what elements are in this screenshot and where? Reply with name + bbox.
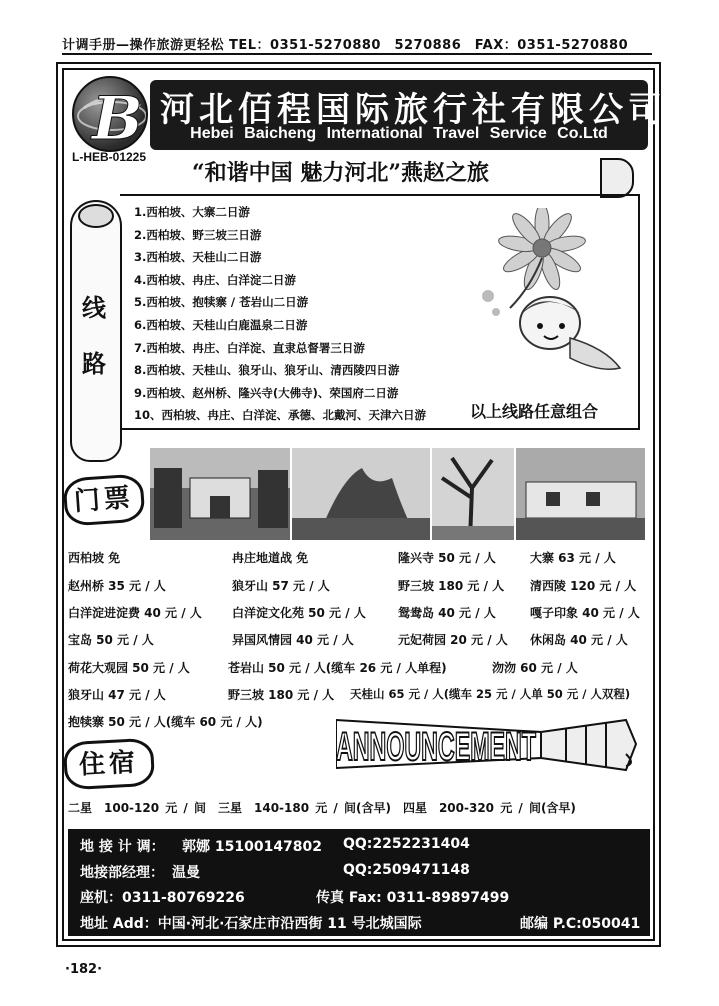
ticket-price: 西柏坡 免 <box>68 551 121 565</box>
fax-number: 传真 Fax: 0311-89897499 <box>316 890 510 906</box>
route-item: 7.西柏坡、冉庄、白洋淀、直隶总督署三日游 <box>134 340 365 355</box>
ticket-price: 白洋淀进淀费 40 元 / 人 <box>68 606 202 620</box>
route-item: 2.西柏坡、野三坡三日游 <box>134 227 262 242</box>
tickets-stamp-label: 门票 <box>73 482 135 518</box>
ticket-price: 白洋淀文化苑 50 元 / 人 <box>232 606 366 620</box>
ticket-price: 野三坡 180 元 / 人 <box>398 579 505 593</box>
ticket-price: 冉庄地道战 免 <box>232 551 309 565</box>
ticket-price: 赵州桥 35 元 / 人 <box>68 579 166 593</box>
ticket-price: 荷花大观园 50 元 / 人 <box>68 661 190 675</box>
company-name-en: Hebei Baicheng International Travel Service Co.Ltd <box>190 125 608 142</box>
ticket-price: 狼牙山 57 元 / 人 <box>232 579 330 593</box>
route-item: 6.西柏坡、天桂山白鹿温泉二日游 <box>134 317 308 332</box>
route-item: 10、西柏坡、冉庄、白洋淀、承德、北戴河、天津六日游 <box>134 408 427 423</box>
ticket-price: 苍岩山 50 元 / 人(缆车 26 元 / 人单程) <box>228 661 447 675</box>
phone-number: 座机：0311-80769226 <box>80 890 245 906</box>
ticket-price: 沕沕 60 元 / 人 <box>492 661 578 675</box>
ticket-price: 狼牙山 47 元 / 人 <box>68 688 166 702</box>
ticket-price: 抱犊寨 50 元 / 人(缆车 60 元 / 人) <box>68 715 263 729</box>
dispatcher-name: 郭娜 15100147802 <box>182 839 323 855</box>
ticket-price: 清西陵 120 元 / 人 <box>530 579 637 593</box>
scroll-tab-decoration <box>600 158 634 198</box>
ticket-price: 隆兴寺 50 元 / 人 <box>398 551 496 565</box>
company-name-cn: 河北佰程国际旅行社有限公司 <box>160 90 667 130</box>
hotel-stamp-label: 住宿 <box>78 747 140 781</box>
manager-name: 温曼 <box>172 865 200 881</box>
scroll-roll-top <box>78 204 114 228</box>
routes-label-bottom: 路 <box>82 349 106 378</box>
ticket-price: 天桂山 65 元 / 人(缆车 25 元 / 人单 50 元 / 人双程) <box>350 687 631 701</box>
ticket-price: 宝岛 50 元 / 人 <box>68 633 154 647</box>
postcode: 邮编 P.C:050041 <box>520 916 641 932</box>
routes-label-top: 线 <box>82 293 106 322</box>
manager-qq: QQ:2509471148 <box>343 862 470 878</box>
route-item: 9.西柏坡、赵州桥、隆兴寺(大佛寺)、荣国府二日游 <box>134 385 399 400</box>
license-number: L-HEB-01225 <box>72 150 147 164</box>
announcement-banner <box>336 714 646 774</box>
route-item: 3.西柏坡、天桂山二日游 <box>134 250 262 265</box>
hotel-stamp <box>63 738 155 791</box>
contact-block <box>68 829 650 936</box>
flower-girl-illustration <box>470 208 640 388</box>
page-number: ·182· <box>65 962 103 977</box>
company-logo <box>72 76 148 152</box>
route-item: 8.西柏坡、天桂山、狼牙山、狼牙山、清西陵四日游 <box>134 363 400 378</box>
combo-note: 以上线路任意组合 <box>470 402 599 421</box>
dispatcher-qq: QQ:2252231404 <box>343 836 470 852</box>
village-photo <box>516 448 645 540</box>
manager-label: 地接部经理： <box>80 865 164 881</box>
girl-icon <box>520 297 620 369</box>
tree-photo <box>432 448 514 540</box>
sculpture-photo <box>292 448 430 540</box>
route-item: 4.西柏坡、冉庄、白洋淀二日游 <box>134 272 296 287</box>
ticket-price: 野三坡 180 元 / 人 <box>228 688 335 702</box>
ticket-price: 异国风情园 40 元 / 人 <box>232 633 354 647</box>
slogan: “和谐中国 魅力河北”燕赵之旅 <box>192 160 489 186</box>
scroll-roll-decoration <box>70 200 122 462</box>
header-contact-line: 计调手册—操作旅游更轻松 TEL：0351-5270880 5270886 FAX：0351-5270880 <box>62 38 629 53</box>
tickets-stamp <box>62 473 145 526</box>
logo-letter: B <box>92 84 143 152</box>
header-rule <box>62 53 652 55</box>
hotel-prices: 二星 100-120 元 / 间 三星 140-180 元 / 间(含早) 四星 200-320 元 / 间(含早) <box>68 801 576 815</box>
address: 地址 Add：中国·河北·石家庄市沿西街 11 号北城国际 <box>80 916 422 932</box>
ticket-price: 大寨 63 元 / 人 <box>530 551 616 565</box>
dispatcher-label: 地 接 计 调： <box>80 839 165 855</box>
announcement-text: ANNOUNCEMENT <box>336 725 536 769</box>
megaphone-icon <box>541 720 636 770</box>
ticket-price: 嘎子印象 40 元 / 人 <box>530 606 640 620</box>
ticket-price: 元妃荷园 20 元 / 人 <box>398 633 508 647</box>
memorial-hall-photo <box>150 448 290 540</box>
route-list <box>134 201 426 427</box>
ticket-price: 鸳鸯岛 40 元 / 人 <box>398 606 496 620</box>
route-item: 5.西柏坡、抱犊寨 / 苍岩山二日游 <box>134 295 309 310</box>
photo-strip <box>150 448 645 540</box>
route-item: 1.西柏坡、大寨二日游 <box>134 205 250 219</box>
ticket-price: 休闲岛 40 元 / 人 <box>530 633 628 647</box>
